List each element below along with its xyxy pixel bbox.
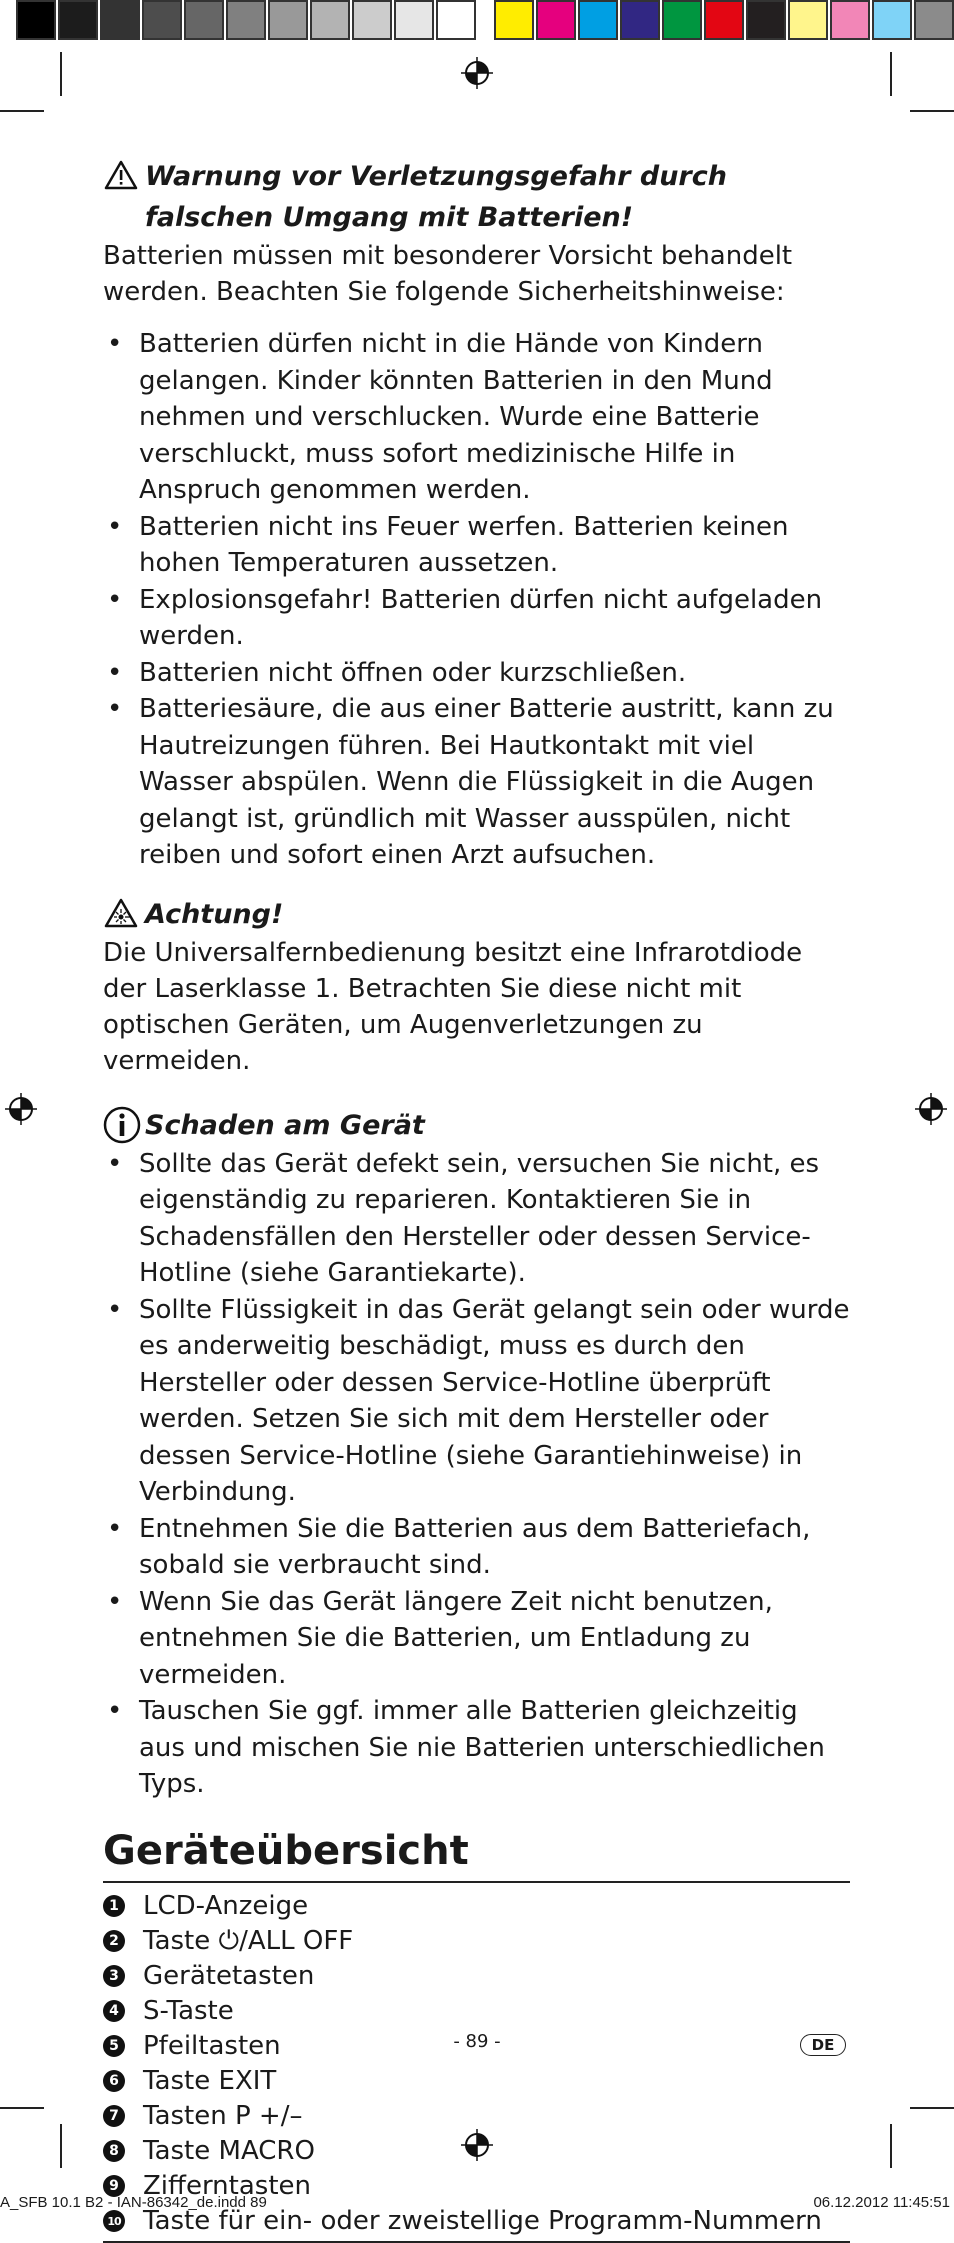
overview-item-label: Taste für ein- oder zweistellige Programm-Nummern (143, 2205, 822, 2236)
overview-heading: Geräteübersicht (103, 1823, 850, 1883)
list-item: • Batteriesäure, die aus einer Batterie austritt, kann zu Hautreizungen führen. Bei Hautkontakt mit viel Wasser abspülen. Wenn die Flüssigkeit in die Augen gelangt ist, gründlich mit Wasser ausspülen, nicht reiben und sofort einen Arzt aufsuchen. (103, 691, 850, 874)
overview-item (103, 1889, 850, 1924)
overview-item-label: LCD-Anzeige (143, 1890, 309, 1921)
registration-mark-icon (914, 1092, 948, 1126)
color-swatch (16, 0, 56, 40)
warning-list (103, 326, 850, 874)
overview-item-label: Tasten P +/– (143, 2100, 303, 2131)
color-swatch (494, 0, 534, 40)
item-number-badge: 2 (103, 1930, 125, 1952)
item-number-badge: 4 (103, 2000, 125, 2022)
overview-list (103, 1889, 850, 2243)
color-swatch (788, 0, 828, 40)
color-swatch (352, 0, 392, 40)
list-item: • Entnehmen Sie die Batterien aus dem Batteriefach, sobald sie verbraucht sind. (103, 1511, 850, 1584)
overview-item (103, 2064, 850, 2099)
registration-mark-icon (460, 56, 494, 90)
damage-heading (103, 1105, 850, 1146)
crop-mark (0, 110, 44, 112)
print-timestamp: 06.12.2012 11:45:51 (813, 2194, 950, 2211)
caution-text: Die Universalfernbedienung besitzt eine Infrarotdiode der Laserklasse 1. Betrachten Sie diese nicht mit optischen Geräten, um Augenverletzungen zu vermeiden. (103, 937, 803, 1076)
color-swatch (184, 0, 224, 40)
warning-intro: Batterien müssen mit besonderer Vorsicht behandelt werden. Beachten Sie folgende Sicherheitshinweise: (103, 241, 793, 307)
overview-item (103, 1924, 850, 1959)
list-item: • Wenn Sie das Gerät längere Zeit nicht benutzen, entnehmen Sie die Batterien, um Entladung zu vermeiden. (103, 1584, 850, 1694)
item-number-badge: 3 (103, 1965, 125, 1987)
warning-triangle-icon (103, 156, 145, 196)
list-item: • Tauschen Sie ggf. immer alle Batterien gleichzeitig aus und mischen Sie nie Batterien unterschiedlichen Typs. (103, 1693, 850, 1803)
crop-mark (60, 52, 62, 96)
color-swatch (226, 0, 266, 40)
damage-list (103, 1146, 850, 1803)
overview-item (103, 2134, 850, 2169)
color-bar-gap (478, 0, 494, 44)
registration-mark-icon (4, 1092, 38, 1126)
color-swatch (142, 0, 182, 40)
color-swatch (872, 0, 912, 40)
overview-item-label: Taste EXIT (143, 2065, 277, 2096)
overview-item-label: S-Taste (143, 1995, 234, 2026)
color-swatch (830, 0, 870, 40)
item-number-badge: 6 (103, 2070, 125, 2092)
overview-item-label: Pfeiltasten (143, 2030, 281, 2061)
item-number-badge: 5 (103, 2035, 125, 2057)
file-slug: A_SFB 10.1 B2 - IAN-86342_de.indd 89 (0, 2194, 267, 2211)
print-color-bar (16, 0, 954, 44)
info-icon (103, 1105, 145, 1145)
caution-heading (103, 894, 850, 935)
warning-heading (103, 156, 850, 238)
list-item: • Batterien dürfen nicht in die Hände von Kindern gelangen. Kinder könnten Batterien in den Mund nehmen und verschlucken. Wurde eine Batterie verschluckt, muss sofort medizinische Hilfe in Anspruch genommen werden. (103, 326, 850, 509)
crop-mark (890, 2124, 892, 2168)
item-number-badge: 7 (103, 2105, 125, 2127)
list-item: • Batterien nicht ins Feuer werfen. Batterien keinen hohen Temperaturen aussetzen. (103, 509, 850, 582)
color-swatch (536, 0, 576, 40)
overview-item-label: Taste ⏻/ALL OFF (143, 1925, 354, 1956)
warning-title: Warnung vor Verletzungsgefahr durch falschen Umgang mit Batterien! (145, 161, 727, 233)
damage-title: Schaden am Gerät (145, 1109, 425, 1141)
color-swatch (268, 0, 308, 40)
language-badge: DE (800, 2034, 846, 2056)
overview-item (103, 1994, 850, 2029)
item-number-badge: 10 (103, 2210, 125, 2232)
item-number-badge: 1 (103, 1895, 125, 1917)
color-swatch (620, 0, 660, 40)
crop-mark (910, 110, 954, 112)
crop-mark (910, 2107, 954, 2109)
crop-mark (60, 2124, 62, 2168)
list-item: • Batterien nicht öffnen oder kurzschließen. (103, 655, 850, 692)
overview-item-label: Zifferntasten (143, 2170, 311, 2201)
color-swatch (436, 0, 476, 40)
crop-mark (890, 52, 892, 96)
color-swatch (914, 0, 954, 40)
color-swatch (704, 0, 744, 40)
overview-item-label: Taste MACRO (143, 2135, 315, 2166)
color-swatch (310, 0, 350, 40)
crop-mark (0, 2107, 44, 2109)
list-item: • Sollte Flüssigkeit in das Gerät gelangt sein oder wurde es anderweitig beschädigt, muss es durch den Hersteller oder dessen Service-Hotline überprüft werden. Setzen Sie sich mit dem Hersteller oder dessen Service-Hotline (siehe Garantiehinweise) in Verbindung. (103, 1292, 850, 1511)
caution-title: Achtung! (145, 898, 284, 930)
color-swatch (662, 0, 702, 40)
item-number-badge: 8 (103, 2140, 125, 2162)
color-swatch (100, 0, 140, 40)
color-swatch (394, 0, 434, 40)
overview-item-label: Gerätetasten (143, 1960, 315, 1991)
page-content (103, 156, 850, 2243)
color-swatch (58, 0, 98, 40)
color-swatch (578, 0, 618, 40)
color-swatch (746, 0, 786, 40)
laser-warning-icon (103, 894, 145, 934)
overview-item (103, 1959, 850, 1994)
list-item: • Explosionsgefahr! Batterien dürfen nicht aufgeladen werden. (103, 582, 850, 655)
list-item: • Sollte das Gerät defekt sein, versuchen Sie nicht, es eigenständig zu reparieren. Kontaktieren Sie in Schadensfällen den Hersteller oder dessen Service-Hotline (siehe Garantiekarte). (103, 1146, 850, 1292)
overview-item (103, 2099, 850, 2134)
item-number-badge: 9 (103, 2175, 125, 2197)
page-number: - 89 - (453, 2031, 501, 2052)
